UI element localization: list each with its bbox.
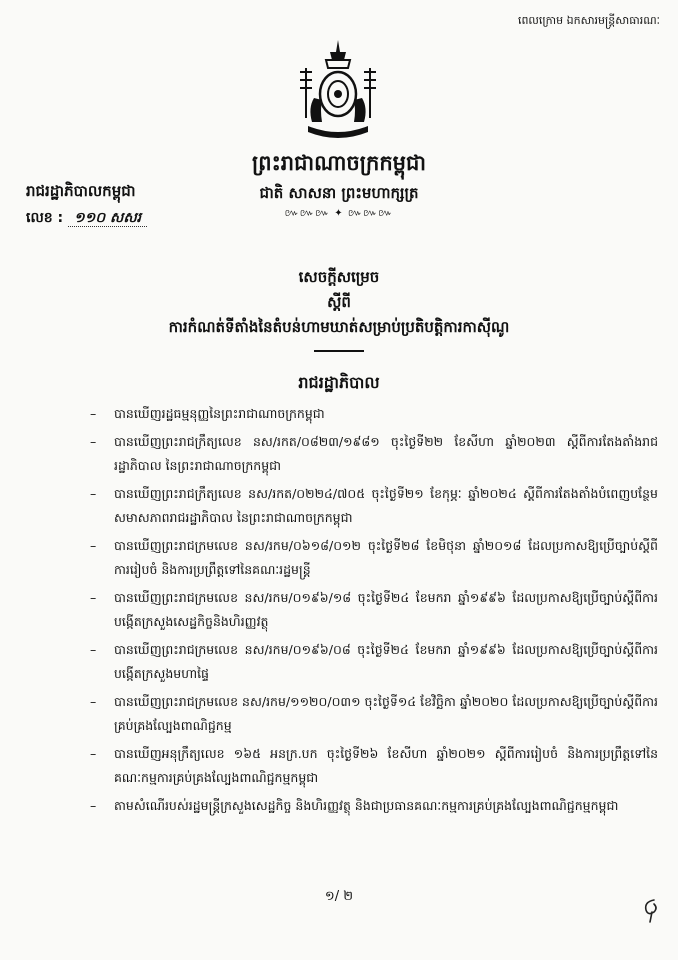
document-subject: ការកំណត់ទីតាំងនៃតំបន់ហាមឃាត់សម្រាប់ប្រតិបត្តិការកាស៊ីណូ: [168, 318, 510, 336]
visa-item: – បានឃើញព្រះរាជក្រមលេខ នស/រកម/០៦១៨/០១២ ចុះថ្ងៃទី២៨ ខែមិថុនា ឆ្នាំ២០១៨ ដែលប្រកាសឱ្យប្រើច្បាប់ស្តីពីការរៀបចំ និងការប្រព្រឹត្តទៅនៃគណៈរដ្ឋមន្ត្រី: [90, 538, 658, 577]
top-note: ពេលក្រោម ឯកសារមន្ត្រីសាធារណៈ: [517, 14, 660, 27]
handwritten-initial-icon: [640, 896, 662, 924]
kingdom-title: ព្រះរាជាណាចក្រកម្ពុជា: [251, 151, 426, 175]
concern-label: ស្តីពី: [327, 293, 351, 311]
authority-heading: រាជរដ្ឋាភិបាល: [298, 373, 380, 392]
visa-item: – បានឃើញព្រះរាជក្រឹត្យលេខ នស/រកត/០២២៤/៧០៥ ចុះថ្ងៃទី២១ ខែកុម្ភៈ ឆ្នាំ២០២៤ ស្តីពីការតែងតាំងបំពេញបន្ថែមសមាសភាពរាជរដ្ឋាភិបាល នៃព្រះរាជាណាចក្រកម្ពុជា: [90, 486, 658, 525]
visa-item: – បានឃើញព្រះរាជក្រមលេខ នស/រកម/០១៩៦/១៨ ចុះថ្ងៃទី២៤ ខែមករា ឆ្នាំ១៩៩៦ ដែលប្រកាសឱ្យប្រើច្បាប់ស្តីពីការបង្កើតក្រសួងសេដ្ឋកិច្ចនិងហិរញ្ញវត្ថុ: [90, 590, 658, 629]
reference-label: លេខ :: [26, 210, 64, 226]
visa-item: – បានឃើញរដ្ឋធម្មនុញ្ញនៃព្រះរាជាណាចក្រកម្ពុជា: [90, 406, 325, 421]
ornament-divider: ៚៚៚ ✦ ៚៚៚: [284, 208, 394, 219]
title-divider: [314, 350, 364, 352]
national-motto: ជាតិ សាសនា ព្រះមហាក្សត្រ: [259, 184, 419, 202]
issuer-name: រាជរដ្ឋាភិបាលកម្ពុជា: [26, 182, 136, 200]
document-type: សេចក្តីសម្រេច: [298, 268, 380, 286]
reference-value: ១១០ សសរ: [68, 210, 147, 227]
reference-number: [26, 208, 147, 229]
page-number: ១/ ២: [324, 889, 354, 904]
visa-item: – បានឃើញព្រះរាជក្រមលេខ នស/រកម/០១៩៦/០៨ ចុះថ្ងៃទី២៤ ខែមករា ឆ្នាំ១៩៩៦ ដែលប្រកាសឱ្យប្រើច្បាប់ស្តីពីការបង្កើតក្រសួងមហាផ្ទៃ: [90, 642, 658, 681]
royal-emblem-icon: [292, 38, 384, 148]
visa-item: – បានឃើញព្រះរាជក្រមលេខ នស/រកម/១១២០/០៣១ ចុះថ្ងៃទី១៤ ខែវិច្ឆិកា ឆ្នាំ២០២០ ដែលប្រកាសឱ្យប្រើច្បាប់ស្តីពីការគ្រប់គ្រងល្បែងពាណិជ្ជកម្ម: [90, 694, 658, 733]
visa-list: [88, 402, 658, 822]
visa-item: – តាមសំណើរបស់រដ្ឋមន្ត្រីក្រសួងសេដ្ឋកិច្ច និងហិរញ្ញវត្ថុ និងជាប្រធានគណៈកម្មការគ្រប់គ្រងល្បែងពាណិជ្ជកម្មកម្ពុជា: [90, 798, 619, 813]
visa-item: – បានឃើញព្រះរាជក្រឹត្យលេខ នស/រកត/០៨២៣/១៩៨១ ចុះថ្ងៃទី២២ ខែសីហា ឆ្នាំ២០២៣ ស្តីពីការតែងតាំងរាជរដ្ឋាភិបាល នៃព្រះរាជាណាចក្រកម្ពុជា: [90, 434, 658, 473]
visa-item: – បានឃើញអនុក្រឹត្យលេខ ១៦៥ អនក្រ.បក ចុះថ្ងៃទី២៦ ខែសីហា ឆ្នាំ២០២១ ស្តីពីការរៀបចំ និងការប្រព្រឹត្តទៅនៃគណៈកម្មការគ្រប់គ្រងល្បែងពាណិជ្ជកម្មកម្ពុជា: [90, 746, 658, 785]
